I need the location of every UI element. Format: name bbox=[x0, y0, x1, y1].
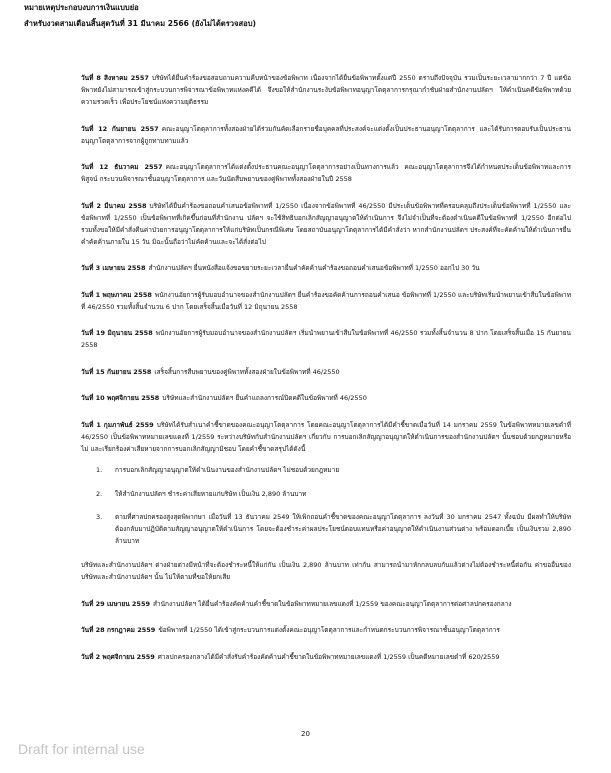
entry-date: วันที่ 2 มีนาคม 2558 bbox=[81, 201, 147, 210]
list-number: 2. bbox=[96, 489, 103, 498]
chronology-entry bbox=[81, 289, 571, 313]
entry-text: ศาลปกครองกลางได้มีคำสั่งรับคำร้องคัดค้านคำชี้ขาดในข้อพิพาทหมายเลขแดงที่ 1/2559 เป็นคดีหมายเลขดำที่ 620/2559 bbox=[157, 652, 500, 661]
chronology-entry bbox=[81, 624, 571, 636]
chronology-body bbox=[81, 72, 571, 677]
chronology-entry bbox=[81, 651, 571, 663]
entry-date: วันที่ 19 มิถุนายน 2558 bbox=[81, 329, 153, 337]
entry-date: วันที่ 3 เมษายน 2558 bbox=[81, 264, 146, 272]
entry-text: สำนักงานปลัดฯ ได้ยื่นคำร้องคัดค้านคำชี้ขาดในข้อพิพาทหมายเลขแดงที่ 1/2559 ของคณะอนุญาโตตุลาการต่อศาลปกครองกลาง bbox=[153, 599, 512, 608]
award-summary-list bbox=[81, 464, 571, 547]
entry-text: สำนักงานปลัดฯ ยื่นหนังสือแจ้งขอขยายระยะเวลายื่นคำคัดค้านคำร้องขอถอนคำเสนอข้อพิพาทที่ 1/2550 ออกไป 30 วัน bbox=[148, 264, 480, 272]
report-title: หมายเหตุประกอบงบการเงินแบบย่อ bbox=[24, 3, 139, 12]
chronology-entry bbox=[81, 72, 571, 108]
draft-watermark: Draft for internal use bbox=[18, 741, 145, 757]
list-item bbox=[81, 511, 571, 547]
chronology-entry bbox=[81, 366, 571, 378]
entry-text: ข้อพิพาทที่ 1/2550 ได้เข้าสู่กระบวนการแต่งตั้งคณะอนุญาโตตุลาการและกำหนดกระบวนการพิจารณาชั้นอนุญาโตตุลาการ bbox=[158, 626, 500, 634]
entry-text: เสร็จสิ้นการสืบพยานของคู่พิพาททั้งสองฝ่ายในข้อพิพาทที่ 46/2550 bbox=[154, 367, 340, 376]
entry-text: พนักงานอัยการผู้รับมอบอำนาจของสำนักงานปลัดฯ เริ่มนำพยานเข้าสืบในข้อพิพาทที่ 46/2550 รวมทั้งสิ้นจำนวน 8 ปาก โดยเสร็จสิ้นเมื่อ 15 กันยายน 2558 bbox=[81, 329, 571, 349]
entry-text: พนักงานอัยการผู้รับมอบอำนาจของสำนักงานปลัดฯ ยื่นคำร้องขอคัดค้านการถอนคำเสนอ ข้อพิพาทที่ 1/2550 และบริษัทเริ่มนำพยานเข้าสืบในข้อพิพาทที่ 46/2550 รวมทั้งสิ้นจำนวน 6 ปาก โดยเสร็จสิ้นเมื่อวันที่ 12 มิถุนายน 2558 bbox=[81, 290, 571, 311]
list-text: ให้สำนักงานปลัดฯ ชำระค่าเสียหายแก่บริษัท เป็นเงิน 2,890 ล้านบาท bbox=[115, 489, 307, 498]
entry-text: บริษัทและสำนักงานปลัดฯ ต่างฝ่ายต่างมีหน้าที่จะต้องชำระหนี้ให้แก่กัน เป็นเงิน 2,890 ล้านบาท เท่ากัน สามารถนำมาหักกลบลบกันแล้วต่างไม่ต้องชำระหนี้ต่อกัน ค่าขออื่นของบริษัทและสำนักงานปลัดฯ นั้น ไม่ให้ตามที่ขอให้ยกเสีย bbox=[81, 561, 571, 581]
entry-date: วันที่ 1 กุมภาพันธ์ 2559 bbox=[81, 420, 154, 429]
entry-text: คณะอนุญาโตตุลาการทั้งสองฝ่ายได้ร่วมกันคัดเลือกรายชื่อบุคคลที่ประสงค์จะแต่งตั้งเป็นประธานอนุญาโตตุลาการ และได้รับการตอบรับเป็นประธานอนุญาโตตุลาการจากผู้ถูกทาบทามแล้ว bbox=[81, 124, 571, 145]
list-item bbox=[81, 464, 571, 476]
chronology-entry bbox=[81, 419, 571, 455]
entry-date: วันที่ 8 สิงหาคม 2557 bbox=[81, 74, 149, 82]
entry-text: บริษัทได้ยื่นคำร้องขอสอบถามความคืบหน้าของข้อพิพาท เนื่องจากได้ยื่นข้อพิพาทตั้งแต่ปี 2550 ตราบถึงปัจจุบัน รวมเป็นระยะเวลามากกว่า 7 ปี แต่ข้อพิพาทยังไม่สามารถเข้าสู่กระบวนการพิจารณาข้อพิพาทแห่งคดีได้ จึงขอให้สำนักงานระงับข้อพิพาทอนุญาโตตุลาการกรุณากำชับฝ่ายสำนักงานปลัดฯ ให้ดำเนินคดีข้อพิพาทด้วยความรวดเร็ว เพื่อประโยชน์แห่งความยุติธรรม bbox=[81, 74, 571, 106]
chronology-entry bbox=[81, 327, 571, 351]
entry-date: วันที่ 15 กันยายน 2558 bbox=[81, 367, 152, 376]
entry-date: วันที่ 10 พฤศจิกายน 2558 bbox=[81, 394, 160, 402]
chronology-entry bbox=[81, 200, 571, 248]
chronology-entry bbox=[81, 262, 571, 274]
chronology-entry bbox=[81, 598, 571, 610]
entry-date: วันที่ 12 กันยายน 2557 bbox=[81, 124, 159, 133]
page-number: 20 bbox=[301, 730, 310, 738]
chronology-entry bbox=[81, 123, 571, 147]
chronology-entry bbox=[81, 559, 571, 583]
list-number: 3. bbox=[96, 513, 103, 521]
report-period: สำหรับงวดสามเดือนสิ้นสุดวันที่ 31 มีนาคม 2566 (ยังไม่ได้ตรวจสอบ) bbox=[24, 19, 256, 28]
entry-date: วันที่ 29 เมษายน 2559 bbox=[81, 599, 150, 608]
chronology-entry bbox=[81, 161, 571, 185]
chronology-entry bbox=[81, 392, 571, 404]
list-item bbox=[81, 488, 571, 500]
list-text: การบอกเลิกสัญญาอนุญาตให้ดำเนินงานของสำนักงานปลัดฯ ไม่ชอบด้วยกฎหมาย bbox=[115, 466, 340, 474]
entry-text: บริษัทได้ยื่นคำร้องขอถอนคำเสนอข้อพิพาทที่ 1/2550 เนื่องจากข้อพิพาทที่ 46/2550 มีประเด็นข้อพิพาทที่ครอบคลุมถึงประเด็นข้อพิพาทที่ 1/2550 และข้อพิพาทที่ 1/2550 เป็นข้อพิพาทที่เกิดขึ้นก่อนที่สำนักงาน ปลัดฯ จะใช้สิทธิบอกเลิกสัญญาอนุญาตให้ดำเนินการ จึงไม่จำเป็นที่จะต้องดำเนินคดีในข้อพิพาทที่ 1/2550 อีกต่อไป รวมทั้งขอให้มีคำสั่งคืนค่าป่วยการอนุญาโตตุลาการให้แก่บริษัทเป็นกรณีพิเศษ โดยสถาบันอนุญาโตตุลาการได้มีคำสั่งว่า หากสำนักงานปลัดฯ ประสงค์ที่จะคัดค้านให้ดำเนินการยื่นคำคัดค้านภายใน 15 วัน มิฉะนั้นถือว่าไม่คัดค้านและจะได้สั่งต่อไป bbox=[81, 201, 571, 246]
list-text: ตามที่ศาลปกครองสูงสุดพิพากษา เมื่อวันที่ 13 ธันวาคม 2549 ให้เพิกถอนคำชี้ขาดของคณะอนุญาโตตุลาการ ลงวันที่ 30 มกราคม 2547 ทั้งฉบับ มีผลทำให้บริษัทต้องกลับมาปฏิบัติตามสัญญาอนุญาตให้ดำเนินการ โดยจะต้องชำระค่าผลประโยชน์ตอบแทนหรือค่าอนุญาตให้ดำเนินงานส่วนต่าง พร้อมดอกเบี้ย เป็นเงินรวม 2,890 ล้านบาท bbox=[115, 513, 571, 545]
entry-date: วันที่ 12 ธันวาคม 2557 bbox=[81, 163, 163, 171]
entry-text: คณะอนุญาโตตุลาการได้แต่งตั้งประธานคณะอนุญาโตตุลาการอย่างเป็นทางการแล้ว คณะอนุญาโตตุลาการจึงได้กำหนดประเด็นข้อพิพาทและการพิสูจน์ กระบวนพิจารณาชั้นอนุญาโตตุลาการ และวันนัดสืบพยานของคู่พิพาททั้งสองฝ่ายในปี 2558 bbox=[81, 163, 571, 183]
list-number: 1. bbox=[96, 466, 103, 474]
entry-date: วันที่ 1 พฤษภาคม 2558 bbox=[81, 290, 152, 299]
entry-date: วันที่ 2 พฤศจิกายน 2559 bbox=[81, 652, 155, 661]
entry-text: บริษัทได้รับสำเนาคำชี้ขาดของคณะอนุญาโตตุลาการ โดยคณะอนุญาโตตุลาการได้มีคำชี้ขาดเมื่อวันที่ 14 มกราคม 2559 ในข้อพิพาทหมายเลขดำที่ 46/2550 เป็นข้อพิพาทหมายเลขแดงที่ 1/2559 ระหว่างบริษัทกับสำนักงานปลัดฯ เกี่ยวกับ การบอกเลิกสัญญาอนุญาตให้ดำเนินการของสำนักงานปลัดฯ นั้นชอบด้วยกฎหมายหรือไม่ และเรียกร้องค่าเสียหายจากการบอกเลิกสัญญามิชอบ โดยคำชี้ขาดสรุปได้ดังนี้ bbox=[81, 420, 571, 453]
entry-date: วันที่ 28 กรกฎาคม 2559 bbox=[81, 626, 156, 634]
entry-text: บริษัทและสำนักงานปลัดฯ ยื่นคำแถลงการณ์ปิดคดีในข้อพิพาทที่ 46/2550 bbox=[162, 394, 367, 402]
